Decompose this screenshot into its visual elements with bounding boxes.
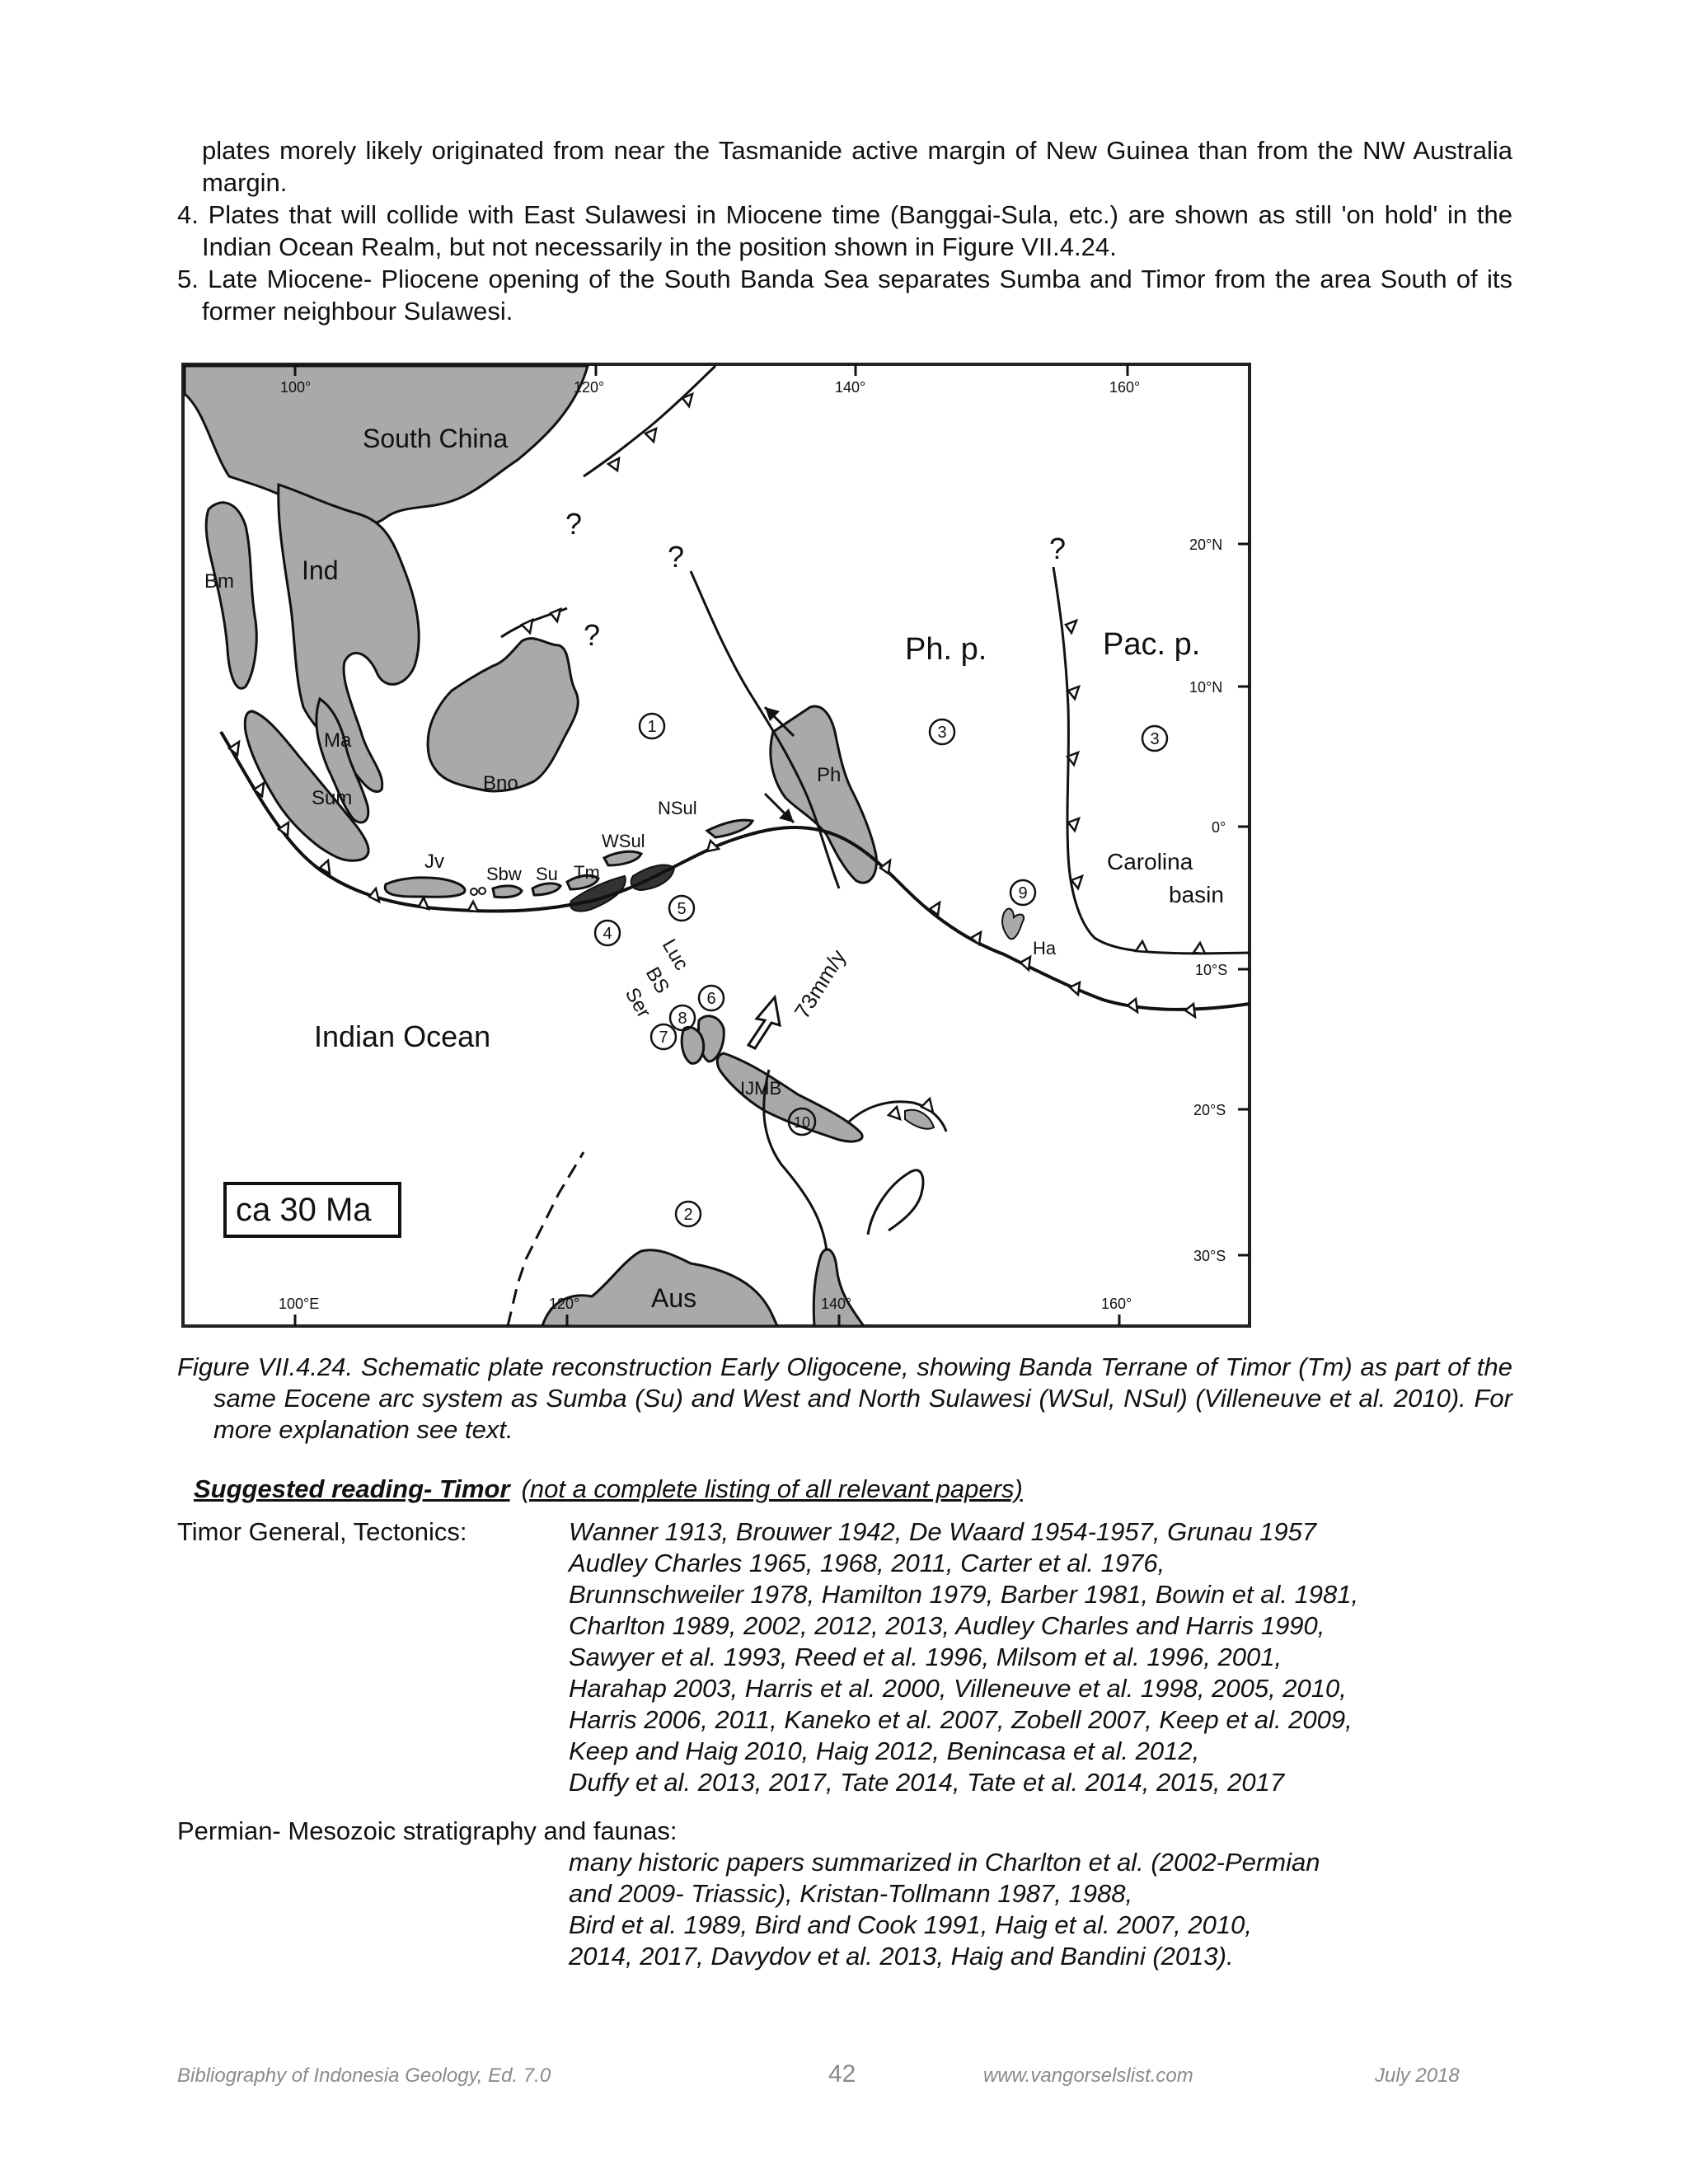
circle-number: 8	[678, 1010, 687, 1028]
label-ser: Ser	[620, 983, 655, 1022]
label-sbw: Sbw	[486, 864, 522, 884]
circle-number: 6	[706, 990, 716, 1008]
lat-tick: 30°S	[1193, 1248, 1226, 1264]
lat-tick: 20°S	[1193, 1102, 1226, 1118]
label-jv: Jv	[424, 851, 444, 873]
label-south-china: South China	[363, 424, 509, 453]
section-refs-stratigraphy	[569, 1847, 1320, 1972]
footer-date: July 2018	[1375, 2064, 1460, 2087]
label-ind: Ind	[302, 555, 339, 585]
age-label: ca 30 Ma	[236, 1192, 372, 1228]
lon-bottom-tick: 100°E	[279, 1296, 320, 1312]
label-indian-ocean: Indian Ocean	[314, 1019, 491, 1053]
sumbawa-landmass	[493, 886, 522, 898]
circle-number: 7	[659, 1029, 668, 1047]
circle-number: 10	[793, 1114, 811, 1131]
lon-top-tick: 120°	[574, 379, 605, 396]
circle-number: 5	[677, 900, 687, 918]
question-mark: ?	[1049, 532, 1067, 565]
plate-reconstruction-figure	[180, 361, 1253, 1329]
label-bno: Bno	[483, 772, 518, 794]
lon-bottom-tick: 140°	[821, 1296, 852, 1312]
intro-item-4: 4. Plates that will collide with East Sulawesi in Miocene time (Banggai-Sula, etc.) are shown as still 'on hold' in the Indian Ocean Realm, but not necessarily in the position shown in Figure VII.4.24.	[177, 200, 1512, 261]
bs-ser-blocks	[682, 1027, 703, 1063]
label-nsul: NSul	[658, 798, 697, 818]
footer-website: www.vangorselslist.com	[983, 2064, 1193, 2087]
reading-title: Suggested reading- Timor	[194, 1474, 510, 1503]
lat-tick: 10°S	[1195, 962, 1228, 978]
section-refs-tectonics	[569, 1516, 1358, 1798]
lon-bottom-tick: 120°	[549, 1296, 580, 1312]
label-wsul: WSul	[602, 831, 645, 851]
circle-number: 3	[1150, 730, 1160, 748]
reference-line: 2014, 2017, Davydov et al. 2013, Haig and Bandini (2013).	[569, 1942, 1234, 1971]
section-label-tectonics: Timor General, Tectonics:	[177, 1517, 467, 1546]
reference-line: Keep and Haig 2010, Haig 2012, Benincasa et al. 2012,	[569, 1736, 1200, 1765]
label-ha: Ha	[1033, 938, 1057, 958]
reading-note: (not a complete listing of all relevant papers)	[521, 1474, 1023, 1503]
label-bm: Bm	[204, 570, 234, 593]
label-basin: basin	[1169, 882, 1224, 907]
reference-line: Charlton 1989, 2002, 2012, 2013, Audley Charles and Harris 1990,	[569, 1611, 1325, 1640]
label-ph-p: Ph. p.	[905, 632, 987, 667]
intro-item-5: 5. Late Miocene- Pliocene opening of the South Banda Sea separates Sumba and Timor from the area South of its former neighbour Sulawesi.	[177, 265, 1512, 326]
reading-heading	[194, 1474, 1023, 1505]
figure-caption: Figure VII.4.24. Schematic plate reconstruction Early Oligocene, showing Banda Terrane of Timor (Tm) as part of the same Eocene arc system as Sumba (Su) and West and North Sulawesi (WSul, NSul) (Villeneuve et al. 2010). For more explanation see text.	[177, 1352, 1512, 1444]
circle-number: 3	[937, 724, 947, 742]
reference-line: Duffy et al. 2013, 2017, Tate 2014, Tate et al. 2014, 2015, 2017	[569, 1768, 1285, 1797]
page-number: 42	[828, 2060, 856, 2088]
question-mark: ?	[668, 540, 685, 574]
reference-line: Harris 2006, 2011, Kaneko et al. 2007, Zobell 2007, Keep et al. 2009,	[569, 1705, 1353, 1734]
label-su: Su	[536, 864, 558, 884]
label-tm: Tm	[574, 862, 600, 883]
label-pac-p: Pac. p.	[1103, 627, 1201, 662]
lon-top-tick: 160°	[1109, 379, 1141, 396]
label-carolina: Carolina	[1107, 849, 1193, 874]
footer-title: Bibliography of Indonesia Geology, Ed. 7.0	[177, 2064, 551, 2087]
lon-top-tick: 140°	[835, 379, 866, 396]
java-landmass	[385, 878, 465, 897]
label-aus: Aus	[651, 1283, 697, 1313]
section-label-stratigraphy: Permian- Mesozoic stratigraphy and faunas:	[177, 1816, 678, 1845]
label-luc: Luc	[657, 935, 693, 974]
lat-tick: 10°N	[1189, 679, 1223, 696]
lat-tick: 20°N	[1189, 537, 1223, 553]
lat-tick: 0°	[1212, 819, 1226, 836]
label-bs: BS	[640, 963, 674, 998]
label-rate: 73mm/y	[789, 944, 851, 1024]
reference-line: Wanner 1913, Brouwer 1942, De Waard 1954-1957, Grunau 1957	[569, 1517, 1317, 1546]
circle-number: 1	[647, 718, 657, 736]
lon-top-tick: 100°	[280, 379, 312, 396]
reference-line: Audley Charles 1965, 1968, 2011, Carter et al. 1976,	[569, 1549, 1165, 1577]
reference-line: many historic papers summarized in Charlton et al. (2002-Permian	[569, 1848, 1320, 1877]
question-mark: ?	[565, 507, 583, 541]
reference-line: Sawyer et al. 1993, Reed et al. 1996, Milsom et al. 1996, 2001,	[569, 1643, 1282, 1671]
reference-line: Brunnschweiler 1978, Hamilton 1979, Barber 1981, Bowin et al. 1981,	[569, 1580, 1359, 1609]
circle-number: 4	[603, 925, 612, 943]
intro-continuation: plates morely likely originated from near the Tasmanide active margin of New Guinea than from the NW Australia margin.	[202, 136, 1512, 197]
intro-text	[177, 134, 1512, 327]
circle-number: 2	[683, 1206, 693, 1224]
lon-bottom-tick: 160°	[1101, 1296, 1132, 1312]
reference-line: Harahap 2003, Harris et al. 2000, Villeneuve et al. 1998, 2005, 2010,	[569, 1674, 1347, 1703]
circle-number: 9	[1018, 884, 1028, 902]
label-ma: Ma	[324, 729, 352, 752]
question-mark: ?	[584, 618, 601, 652]
reference-line: Bird et al. 1989, Bird and Cook 1991, Haig et al. 2007, 2010,	[569, 1910, 1252, 1939]
label-ph: Ph	[817, 764, 842, 786]
label-sum: Sum	[312, 787, 353, 809]
reference-line: and 2009- Triassic), Kristan-Tollmann 1987, 1988,	[569, 1879, 1133, 1908]
label-ijmb: IJMB	[740, 1078, 782, 1099]
